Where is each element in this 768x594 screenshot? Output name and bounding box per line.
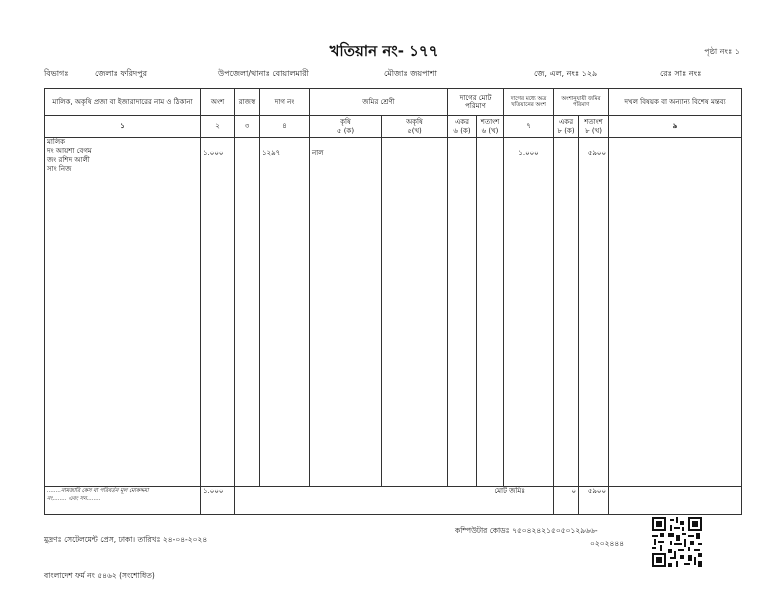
column-number-8a: ৮ (ক)	[557, 126, 575, 135]
dag-share-column-header: দাগের মধ্যে অত্র খতিয়ানের অংশ	[504, 89, 554, 116]
district-field: জেলাঃ ফরিদপুর	[95, 69, 148, 78]
nonagri-subheader	[382, 116, 448, 138]
remarks-total-cell	[609, 487, 742, 515]
column-number-6a: ৬ (ক)	[453, 126, 471, 135]
mutation-note-line: নং........ এবং সন........	[47, 496, 101, 502]
print-info: মুদ্রণঃ সেটেলমেন্ট প্রেস, ঢাকা। তারিখঃ ২৪-০৪-২০২৪	[44, 535, 208, 544]
share-column-header: অংশ	[201, 89, 235, 116]
column-number-8b: ৮ (খ)	[585, 126, 602, 135]
division-field: বিভাগঃ	[44, 69, 69, 78]
dag-percent-cell	[477, 138, 504, 487]
land-class-column-header: জমির শ্রেণী	[310, 89, 448, 116]
remarks-cell	[609, 138, 742, 487]
owner-column-header: মালিক, অকৃষি প্রজা বা ইজারাদারের নাম ও ঠিকানা	[45, 89, 201, 116]
share-percent-subheader	[579, 116, 609, 138]
mutation-note-line: ........নামজারি কেস বা পরিবর্তন মূল মোকদ্দমা	[47, 488, 149, 494]
owner-cell	[45, 138, 201, 487]
column-number-9: ৯	[609, 116, 742, 138]
column-number-5a: ৫ (ক)	[336, 126, 355, 135]
khatian-table	[44, 88, 742, 515]
dag-acre-cell	[448, 138, 477, 487]
share-percent-label: শতাংশ	[584, 118, 603, 127]
total-land-label: মোট জমিঃ	[235, 487, 554, 515]
column-number-6b: ৬ (খ)	[481, 126, 499, 135]
re-sa-number-field: রেঃ সাঃ নংঃ	[660, 69, 702, 78]
column-number-1: ১	[45, 116, 201, 138]
share-total-cell: ১.০০০	[201, 487, 235, 515]
share-acre-label: একর	[558, 118, 574, 127]
dag-share-cell: ১.০০০	[504, 138, 554, 487]
column-number-7: ৭	[504, 116, 554, 138]
share-acre-subheader	[554, 116, 579, 138]
owner-line: জং রশিদ আলী	[47, 156, 90, 164]
totals-row	[45, 487, 742, 515]
computer-code-line: ০২০২৪৪৪	[590, 539, 625, 548]
dag-acre-subheader	[448, 116, 477, 138]
land-class-cell: নাল	[310, 138, 382, 487]
owner-line: দং আয়শা বেগম	[47, 147, 92, 155]
computer-code-line: কম্পিউটার কোডঃ ৭৫০৪২৪২১৫০৫০১২৯৬৬-	[455, 526, 598, 535]
dag-no-column-header: দাগ নং	[260, 89, 310, 116]
share-land-column-header: অংশানুযায়ী জমির পরিমাণ	[554, 89, 609, 116]
page-title: খতিয়ান নং- ১৭৭	[329, 42, 439, 60]
percent-total-cell: ৫৯০০	[579, 487, 609, 515]
qr-code-icon	[652, 517, 702, 567]
dag-total-column-header: দাগের মোট পরিমাণ	[448, 89, 504, 116]
revenue-column-header: রাজস্ব	[235, 89, 260, 116]
nonagri-cell	[382, 138, 448, 487]
acre-total-cell: ০	[554, 487, 579, 515]
nonagri-label: অকৃষি	[406, 118, 423, 127]
share-cell: ১.০০০	[201, 138, 235, 487]
remarks-column-header: দখল বিষয়ক বা অন্যান্য বিশেষ মন্তব্য	[609, 89, 742, 116]
column-number-5b: ৫(খ)	[407, 126, 422, 135]
column-number-4: ৪	[260, 116, 310, 138]
dag-no-cell: ১২৯৭	[260, 138, 310, 487]
jl-number-field: জে, এল, নংঃ ১২৯	[534, 69, 598, 78]
owner-line: সাং নিজ	[47, 165, 72, 173]
dag-percent-subheader	[477, 116, 504, 138]
dag-acre-label: একর	[454, 118, 470, 127]
dag-percent-label: শতাংশ	[480, 118, 500, 127]
share-percent-cell: ৫৯০০	[579, 138, 609, 487]
upazila-field: উপজেলা/থানাঃ বোয়ালমারী	[218, 69, 309, 78]
owner-line: মালিক	[47, 138, 66, 146]
agri-subheader	[310, 116, 382, 138]
mouza-field: মৌজাঃ জয়পাশা	[384, 69, 437, 78]
agri-label: কৃষি	[340, 118, 351, 127]
column-number-2: ২	[201, 116, 235, 138]
share-acre-cell	[554, 138, 579, 487]
mutation-note-cell	[45, 487, 201, 515]
form-number: বাংলাদেশ ফর্ম নং ৫৪৬২ (সংশোধিত)	[44, 571, 155, 580]
page-number: পৃষ্ঠা নংঃ ১	[704, 47, 740, 56]
revenue-cell	[235, 138, 260, 487]
column-number-3: ৩	[235, 116, 260, 138]
table-row	[45, 138, 742, 487]
